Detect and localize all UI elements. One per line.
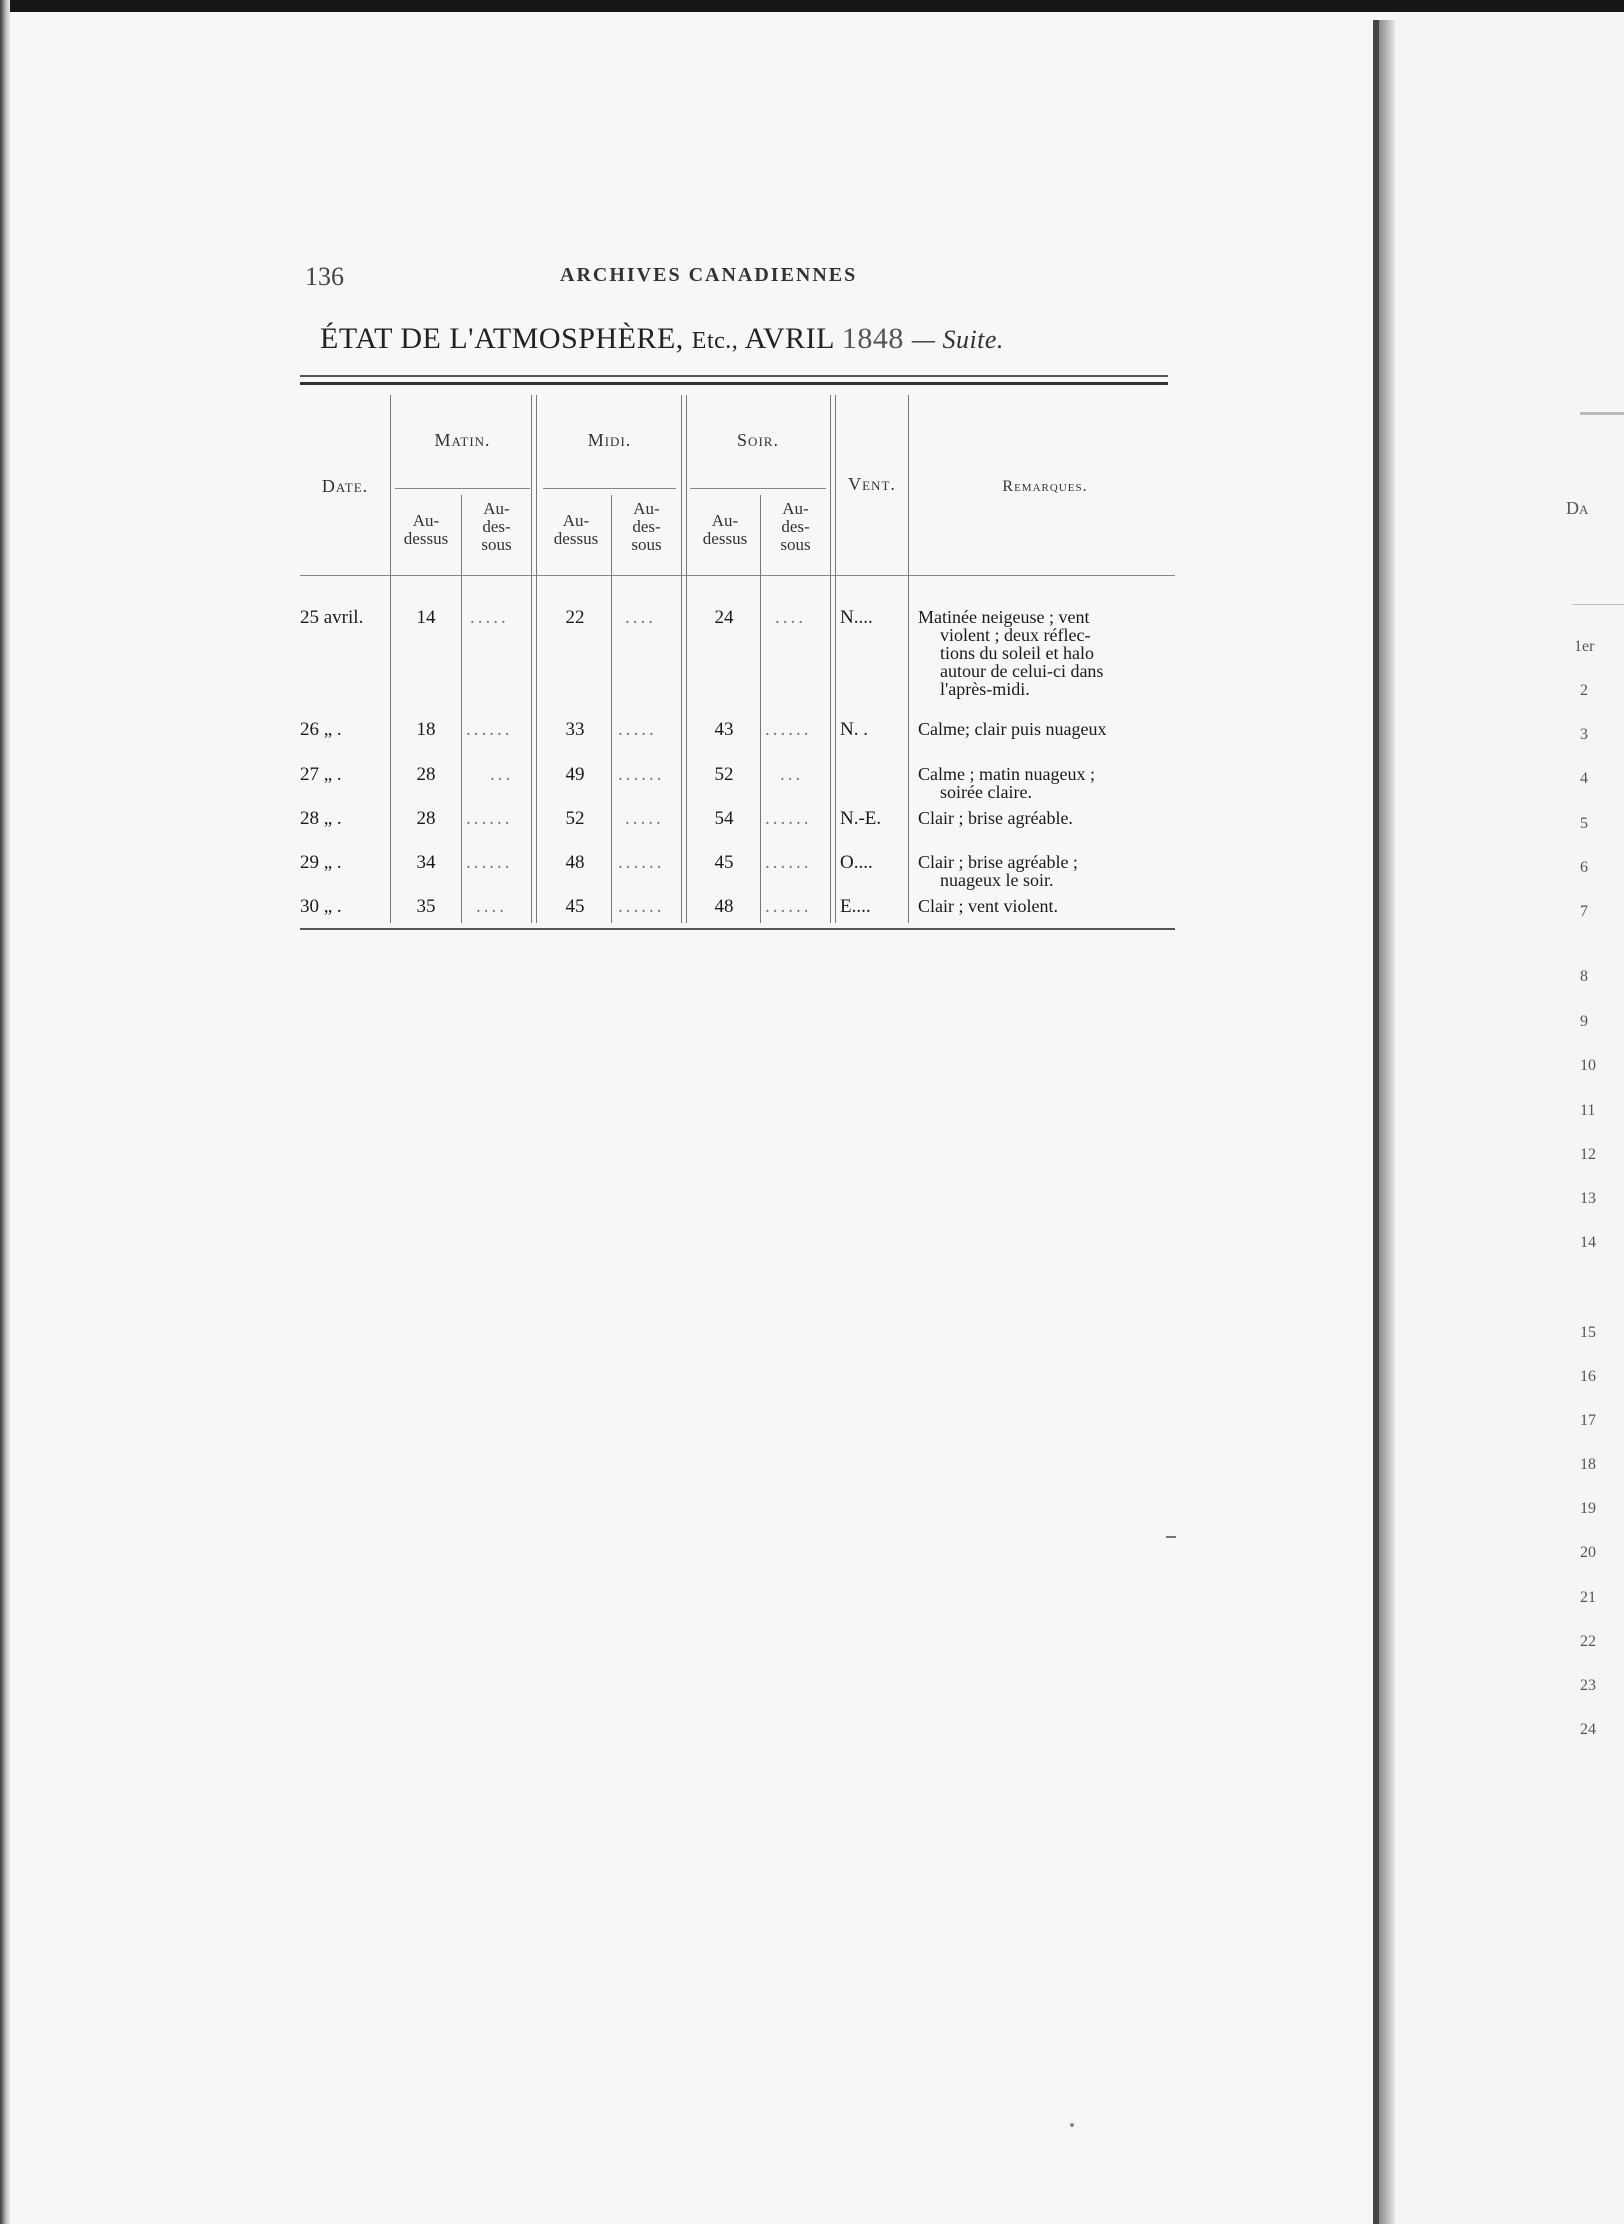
facing-row-number: 16 xyxy=(1580,1368,1596,1385)
facing-row-number: 7 xyxy=(1580,903,1588,920)
facing-row-number: 22 xyxy=(1580,1633,1596,1650)
subheader-soir-dessous: Au- des- sous xyxy=(780,499,811,554)
cell-vent: O.... xyxy=(840,852,873,873)
cell-remarks: Calme ; matin nuageux ; soirée claire. xyxy=(918,764,1095,802)
cell-date: 25 avril. xyxy=(300,607,364,628)
gutter-shadow xyxy=(1379,20,1395,2224)
cell-matin: 14 xyxy=(416,607,436,628)
col-rule-midi-b xyxy=(686,395,687,923)
cell-matin: 18 xyxy=(416,719,436,740)
cell-date: 29 „ . xyxy=(300,852,342,873)
header-vent: Vent. xyxy=(848,474,896,494)
col-rule-matin xyxy=(531,395,532,923)
cell-matin-below: ...... xyxy=(466,852,513,873)
col-rule-midi xyxy=(681,395,682,923)
table-bottom-rule xyxy=(300,928,1175,930)
col-rule-soir-split xyxy=(760,495,761,923)
cell-remarks: Calme; clair puis nuageux xyxy=(918,719,1107,739)
cell-vent: E.... xyxy=(840,896,871,917)
cell-soir: 52 xyxy=(714,764,734,785)
col-rule-vent xyxy=(908,395,909,923)
facing-page-header-rule xyxy=(1572,604,1624,605)
table-top-rule-2 xyxy=(300,382,1168,385)
cell-soir: 24 xyxy=(714,607,734,628)
scan-left-edge xyxy=(0,0,10,2224)
cell-soir-below: .... xyxy=(775,607,806,628)
header-midi: Midi. xyxy=(587,430,632,450)
facing-row-number: 5 xyxy=(1580,815,1588,832)
header-remarques: Remarques. xyxy=(1002,478,1088,495)
cell-matin: 28 xyxy=(416,808,436,829)
subheader-midi-dessus: Au- dessus xyxy=(553,511,599,548)
midi-underline xyxy=(543,488,676,489)
header-soir: Soir. xyxy=(737,430,779,450)
col-rule-matin-split xyxy=(461,495,462,923)
cell-vent: N. . xyxy=(840,719,868,740)
header-bottom-rule xyxy=(300,575,1175,576)
facing-row-number: 18 xyxy=(1580,1456,1596,1473)
cell-matin-below: ...... xyxy=(466,719,513,740)
subheader-soir-dessus: Au- dessus xyxy=(702,511,748,548)
cell-soir: 48 xyxy=(714,896,734,917)
col-rule-date xyxy=(390,395,391,923)
facing-row-number: 10 xyxy=(1580,1057,1596,1074)
cell-midi: 33 xyxy=(565,719,585,740)
cell-vent: N.-E. xyxy=(840,808,882,829)
facing-page-rule xyxy=(1580,412,1624,415)
scan-speck xyxy=(1070,2123,1074,2127)
header-date: Date. xyxy=(321,476,369,496)
title-main: ÉTAT DE L'ATMOSPHÈRE, xyxy=(320,322,684,355)
facing-row-number: 12 xyxy=(1580,1146,1596,1163)
title-year: 1848 xyxy=(841,322,904,355)
facing-row-number: 2 xyxy=(1580,682,1588,699)
table-top-rule xyxy=(300,375,1168,377)
cell-vent: N.... xyxy=(840,607,873,628)
cell-matin-below: ... xyxy=(490,764,514,785)
cell-midi: 45 xyxy=(565,896,585,917)
cell-remarks: Clair ; brise agréable. xyxy=(918,808,1073,828)
facing-row-number: 13 xyxy=(1580,1190,1596,1207)
header-matin: Matin. xyxy=(434,430,491,450)
facing-row-number: 8 xyxy=(1580,968,1588,985)
facing-row-number: 1er xyxy=(1574,638,1595,655)
cell-soir-below: ...... xyxy=(765,808,812,829)
cell-soir-below: ... xyxy=(780,764,804,785)
cell-midi-below: ..... xyxy=(625,808,664,829)
soir-underline xyxy=(690,488,826,489)
col-rule-soir xyxy=(830,395,831,923)
cell-midi-below: ...... xyxy=(618,896,665,917)
facing-page-header: Da xyxy=(1566,498,1589,518)
facing-row-number: 24 xyxy=(1580,1721,1596,1738)
cell-soir-below: ...... xyxy=(765,896,812,917)
cell-remarks: Clair ; vent violent. xyxy=(918,896,1058,916)
facing-row-number: 15 xyxy=(1580,1324,1596,1341)
cell-midi-below: ..... xyxy=(618,719,657,740)
running-head: ARCHIVES CANADIENNES xyxy=(560,264,858,286)
cell-soir: 54 xyxy=(714,808,734,829)
subheader-matin-dessus: Au- dessus xyxy=(403,511,449,548)
title-month: AVRIL xyxy=(744,322,834,355)
subheader-matin-dessous: Au- des- sous xyxy=(481,499,512,554)
title-suite: — Suite. xyxy=(911,325,1004,354)
cell-matin: 34 xyxy=(416,852,436,873)
cell-midi: 49 xyxy=(565,764,585,785)
col-rule-midi-split xyxy=(611,495,612,923)
cell-midi-below: ...... xyxy=(618,764,665,785)
cell-soir-below: ...... xyxy=(765,719,812,740)
cell-matin-below: .... xyxy=(476,896,507,917)
cell-midi-below: ...... xyxy=(618,852,665,873)
facing-row-number: 21 xyxy=(1580,1589,1596,1606)
cell-date: 26 „ . xyxy=(300,719,342,740)
facing-row-number: 19 xyxy=(1580,1500,1596,1517)
cell-midi: 22 xyxy=(565,607,585,628)
cell-midi: 52 xyxy=(565,808,585,829)
scan-speck xyxy=(1166,1536,1176,1538)
cell-matin: 28 xyxy=(416,764,436,785)
facing-row-number: 14 xyxy=(1580,1234,1596,1251)
cell-midi-below: .... xyxy=(625,607,656,628)
page-number: 136 xyxy=(305,262,344,291)
facing-row-number: 20 xyxy=(1580,1544,1596,1561)
col-rule-matin-b xyxy=(536,395,537,923)
cell-soir: 45 xyxy=(714,852,734,873)
cell-matin-below: ...... xyxy=(466,808,513,829)
cell-date: 30 „ . xyxy=(300,896,342,917)
cell-remarks: Matinée neigeuse ; vent violent ; deux réflec- tions du soleil et halo autour de celui-ci dans l'après-midi. xyxy=(918,607,1104,699)
cell-matin-below: ..... xyxy=(470,607,509,628)
matin-underline xyxy=(395,488,530,489)
cell-remarks: Clair ; brise agréable ; nuageux le soir. xyxy=(918,852,1078,890)
facing-row-number: 17 xyxy=(1580,1412,1596,1429)
facing-row-number: 9 xyxy=(1580,1013,1588,1030)
scan-top-border xyxy=(0,0,1624,12)
cell-soir: 43 xyxy=(714,719,734,740)
table-title xyxy=(320,322,1004,356)
facing-row-number: 4 xyxy=(1580,770,1588,787)
title-etc: Etc., xyxy=(691,328,739,354)
facing-row-number: 23 xyxy=(1580,1677,1596,1694)
cell-soir-below: ...... xyxy=(765,852,812,873)
facing-row-number: 11 xyxy=(1580,1102,1596,1119)
facing-row-number: 6 xyxy=(1580,859,1588,876)
cell-matin: 35 xyxy=(416,896,436,917)
cell-midi: 48 xyxy=(565,852,585,873)
cell-date: 28 „ . xyxy=(300,808,342,829)
subheader-midi-dessous: Au- des- sous xyxy=(631,499,662,554)
cell-date: 27 „ . xyxy=(300,764,342,785)
facing-row-number: 3 xyxy=(1580,726,1588,743)
